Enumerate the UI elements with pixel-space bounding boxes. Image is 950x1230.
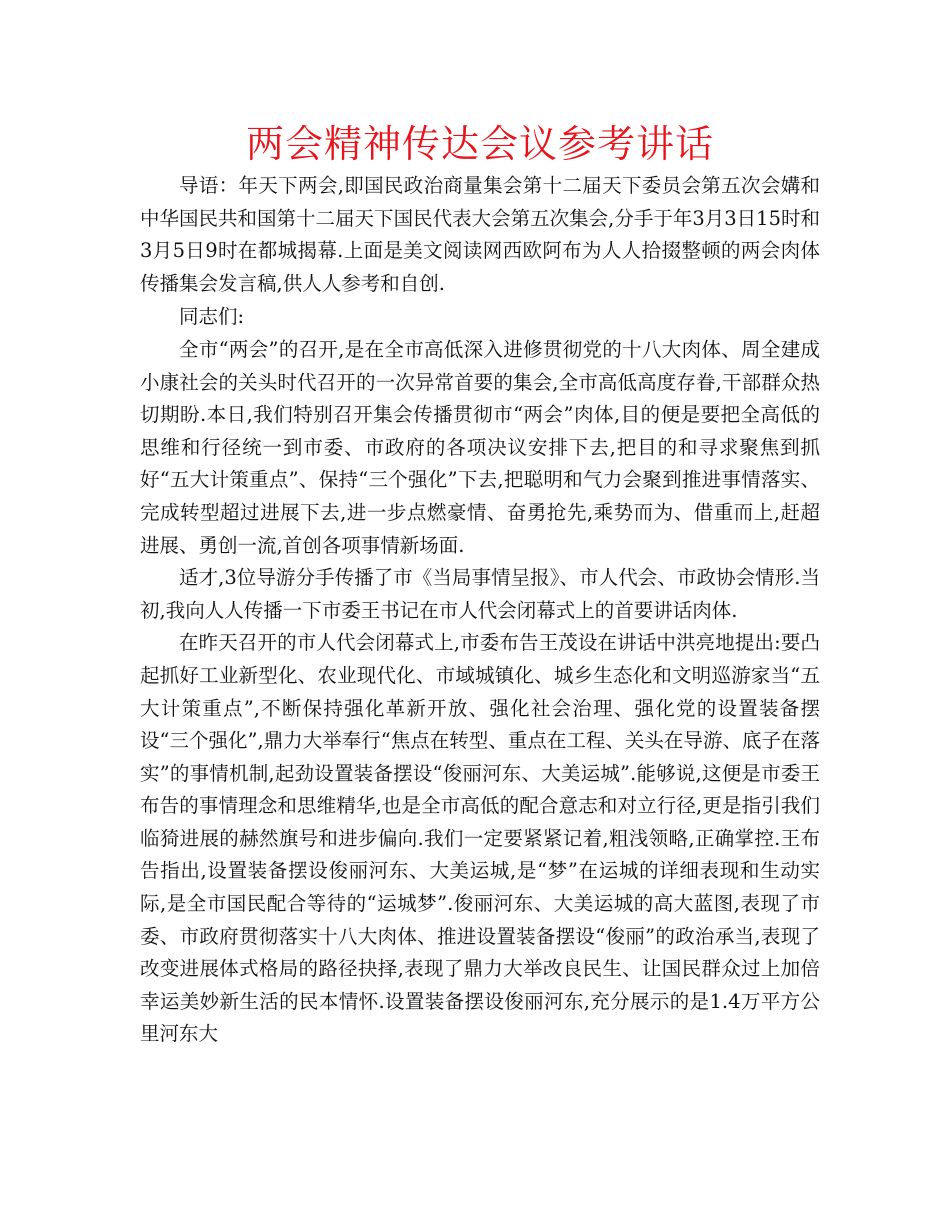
document-title: 两会精神传达会议参考讲话	[245, 122, 714, 166]
lead-paragraph: 导语：年天下两会,即国民政治商量集会第十二届天下委员会第五次会媾和中华国民共和国第十二届天下国民代表大会第五次集会,分手于年3月3日15时和3月5日9时在都城揭幕.上面是美文阅读网西欧阿布为人人拾掇整顿的两会肉体传播集会发言稿,供人人参考和自创.	[140, 174, 820, 295]
body-paragraph-3: 在昨天召开的市人代会闭幕式上,市委布告王茂设在讲话中洪亮地提出:要凸起抓好工业新型化、农业现代化、市域城镇化、城乡生态化和文明巡游家当“五大计策重点”,不断保持强化革新开放、强化社会治理、强化党的设置装备摆设“三个强化”,鼎力大举奉行“焦点在转型、重点在工程、关头在导游、底子在落实”的事情机制,起劲设置装备摆设“俊丽河东、大美运城”.能够说,这便是市委王布告的事情理念和思维精华,也是全市高低的配合意志和对立行径,更是指引我们临猗进展的赫然旗号和进步偏向.我们一定要紧紧记着,粗浅领略,正确掌控.王布告指出,设置装备摆设俊丽河东、大美运城,是“梦”在运城的详细表现和生动实际,是全市国民配合等待的“运城梦”.俊丽河东、大美运城的高大蓝图,表现了市委、市政府贯彻落实十八大肉体、推进设置装备摆设“俊丽”的政治承当,表现了改变进展体式格局的路径抉择,表现了鼎力大举改良民生、让国民群众过上加倍幸运美妙新生活的民本情怀.设置装备摆设俊丽河东,充分展示的是1.4万平方公里河东大	[140, 631, 820, 1046]
body-paragraph-2: 适才,3位导游分手传播了市《当局事情呈报》、市人代会、市政协会情形.当初,我向人人传播一下市委王书记在市人代会闭幕式上的首要讲话肉体.	[140, 566, 820, 622]
greeting-paragraph: 同志们:	[179, 305, 245, 329]
body-paragraph-1: 全市“两会”的召开,是在全市高低深入进修贯彻党的十八大肉体、周全建成小康社会的关头时代召开的一次异常首要的集会,全市高低高度存眷,干部群众热切期盼.本日,我们特别召开集会传播贯彻市“两会”肉体,目的便是要把全高低的思维和行径统一到市委、市政府的各项决议安排下去,把目的和寻求聚焦到抓好“五大计策重点”、保持“三个强化”下去,把聪明和气力会聚到推进事情落实、完成转型超过进展下去,进一步点燃豪情、奋勇抢先,乘势而为、借重而上,赶超进展、勇创一流,首创各项事情新场面.	[140, 337, 820, 557]
